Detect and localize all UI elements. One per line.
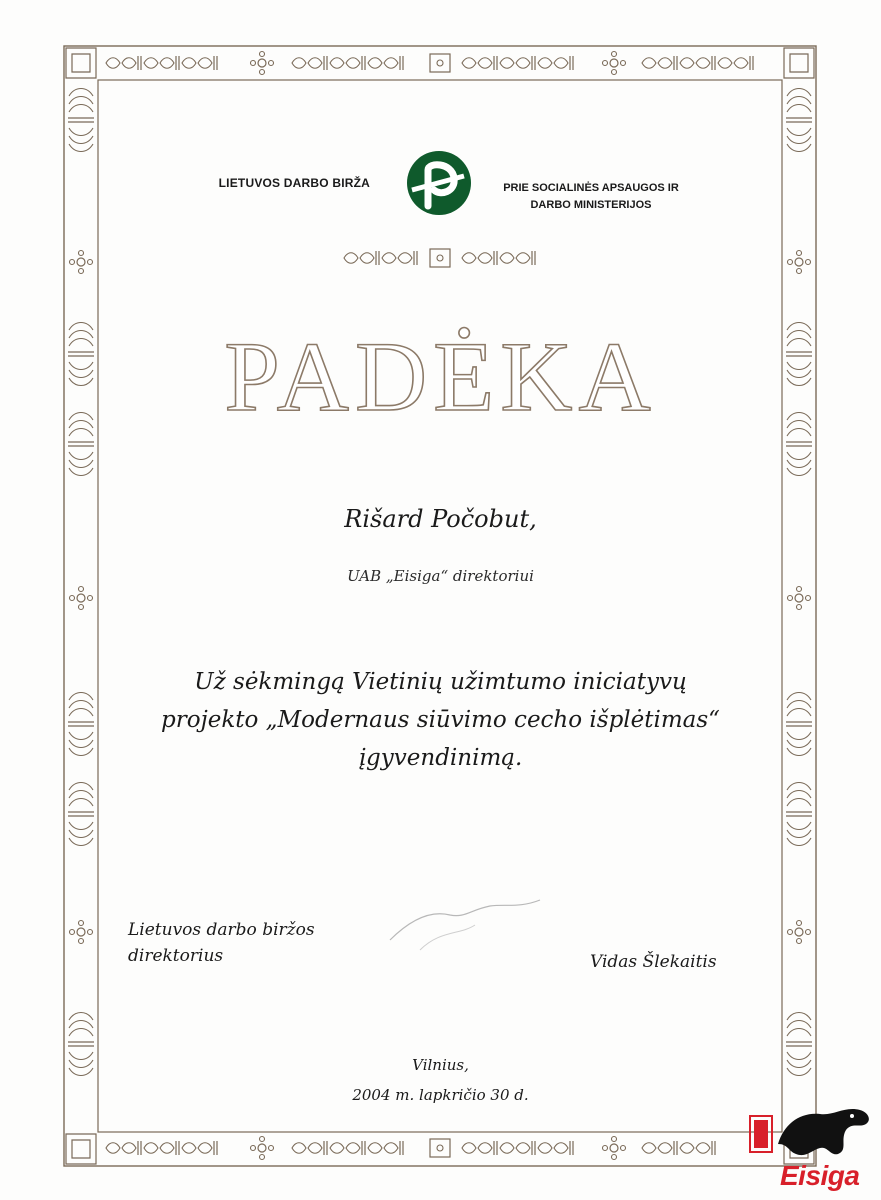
signatory-title-line1: Lietuvos darbo biržos — [128, 920, 315, 940]
recipient-position: UAB „Eisiga“ direktoriui — [347, 567, 534, 585]
lion-icon — [748, 1100, 874, 1162]
left-organization-name: LIETUVOS DARBO BIRŽA — [218, 176, 370, 190]
right-org-line1: PRIE SOCIALINĖS APSAUGOS IR — [503, 182, 679, 194]
issue-date: 2004 m. lapkričio 30 d. — [352, 1086, 529, 1104]
eisiga-brand: Eisiga — [780, 1160, 860, 1191]
signatory-title — [128, 917, 315, 969]
issue-city: Vilnius, — [412, 1056, 469, 1074]
reason-line3: įgyvendinimą. — [358, 745, 523, 771]
signatory-name: Vidas Šlekaitis — [590, 952, 717, 972]
handwritten-signature — [380, 880, 550, 970]
recipient-name: Rišard Počobut, — [344, 505, 537, 533]
document-title: PADĖKA — [224, 321, 657, 432]
reason-line1: Už sėkmingą Vietinių užimtumo iniciatyvų — [194, 669, 687, 695]
signatory-title-line2: direktorius — [128, 946, 224, 966]
darbo-birza-logo-icon — [406, 150, 472, 216]
right-org-line2: DARBO MINISTERIJOS — [530, 199, 652, 211]
right-organization-name — [486, 180, 696, 214]
reason-line2: projekto „Modernaus siūvimo cecho išplėtimas“ — [161, 707, 720, 733]
award-reason — [120, 663, 761, 777]
